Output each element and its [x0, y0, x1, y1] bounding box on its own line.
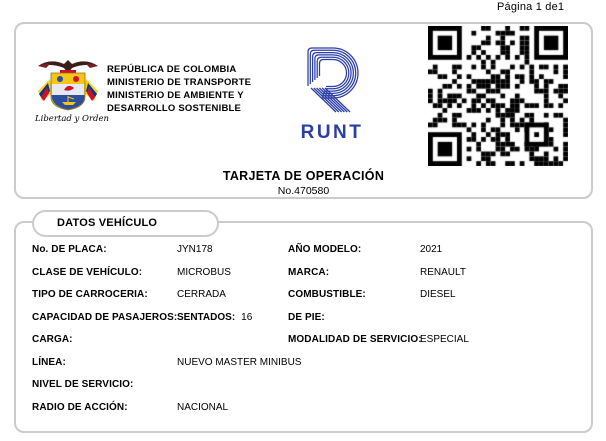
field-value-text: 16 — [241, 311, 253, 323]
runt-r-icon — [300, 38, 362, 114]
field-value: DIESEL — [420, 289, 456, 300]
field-label: TIPO DE CARROCERIA: — [32, 289, 148, 300]
section-header-pill — [32, 210, 219, 237]
field-label: RADIO DE ACCIÓN: — [32, 401, 128, 413]
field-label: CAPACIDAD DE PASAJEROS: — [32, 311, 178, 323]
field-value — [177, 289, 288, 300]
coat-of-arms-icon — [36, 57, 100, 113]
field-row — [16, 312, 591, 335]
field-label: CLASE DE VEHÍCULO: — [32, 266, 143, 278]
field-label: MODALIDAD DE SERVICIO: — [288, 334, 422, 345]
field-row — [16, 334, 591, 357]
field-row — [16, 289, 591, 312]
field-label: LÍNEA: — [32, 356, 66, 368]
field-row — [16, 267, 591, 290]
field-row — [16, 402, 591, 425]
field-value — [177, 356, 302, 368]
coat-of-arms-motto: Libertad y Orden — [35, 114, 110, 124]
field-value — [177, 402, 288, 413]
field-value: RENAULT — [420, 266, 466, 278]
card-number: No.470580 — [277, 185, 330, 197]
ministry-line: MINISTERIO DE AMBIENTE Y — [107, 90, 244, 101]
runt-logo — [292, 38, 370, 144]
field-label: COMBUSTIBLE: — [288, 289, 366, 300]
field-value — [177, 244, 288, 255]
qr-code — [428, 26, 568, 166]
card-title: TARJETA DE OPERACIÓN — [222, 169, 385, 183]
ministry-line: DESARROLLO SOSTENIBLE — [107, 103, 242, 114]
vehicle-fields — [16, 244, 591, 424]
field-label: CARGA: — [32, 334, 73, 345]
ministry-line: REPÚBLICA DE COLOMBIA — [107, 64, 237, 75]
field-row — [16, 244, 591, 267]
field-value: ESPECIAL — [420, 334, 469, 345]
operation-card-header — [14, 22, 593, 199]
field-row — [16, 357, 591, 380]
field-value-text: NUEVO MASTER MINIBUS — [177, 356, 302, 368]
field-label: No. DE PLACA: — [32, 244, 107, 255]
field-value — [177, 267, 288, 278]
field-row — [16, 379, 591, 402]
field-value-text: MICROBUS — [177, 266, 231, 278]
vehicle-data-card — [14, 217, 593, 433]
field-label: NIVEL DE SERVICIO: — [32, 379, 134, 390]
field-sublabel: SENTADOS: — [177, 311, 236, 323]
colombia-coat-of-arms — [35, 57, 110, 124]
field-value: 2021 — [420, 244, 443, 255]
runt-wordmark: RUNT — [300, 122, 364, 143]
field-value — [177, 312, 288, 323]
field-value-text: NACIONAL — [177, 401, 229, 413]
ministry-line: MINISTERIO DE TRANSPORTE — [107, 77, 252, 88]
field-value-text: JYN178 — [177, 244, 213, 255]
ministry-heading — [107, 63, 251, 115]
field-label: AÑO MODELO: — [288, 244, 362, 255]
section-title: DATOS VEHÍCULO — [57, 217, 158, 229]
field-label: DE PIE: — [288, 311, 325, 323]
page-number: Página 1 de1 — [497, 1, 565, 13]
field-value-text: CERRADA — [177, 289, 226, 300]
field-label: MARCA: — [288, 266, 330, 278]
